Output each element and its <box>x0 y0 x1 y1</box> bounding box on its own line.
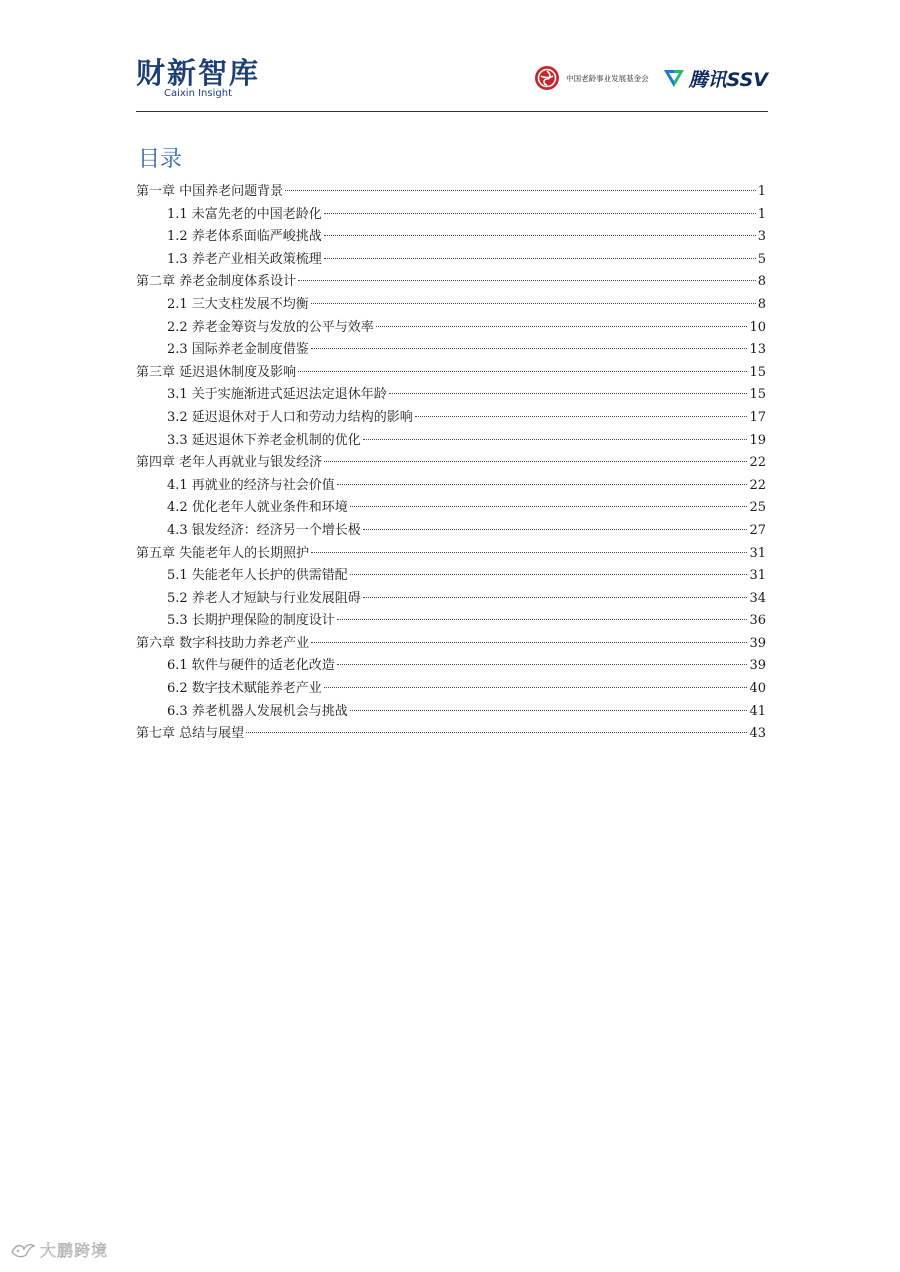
toc-entry-page: 39 <box>749 635 766 651</box>
toc-entry-page: 8 <box>757 274 766 290</box>
toc-entry-page: 31 <box>749 568 766 584</box>
toc-chapter-entry[interactable] <box>136 723 766 746</box>
toc-entry-label: 第三章 延迟退休制度及影响 <box>136 364 297 380</box>
toc-entry-label: 2.2 养老金筹资与发放的公平与效率 <box>167 319 374 335</box>
toc-section-entry[interactable] <box>136 701 766 724</box>
toc-chapter-entry[interactable] <box>136 271 766 294</box>
toc-entry-label: 5.2 养老人才短缺与行业发展阻碍 <box>167 590 361 606</box>
dot-leader <box>363 439 748 440</box>
dot-leader <box>363 529 748 530</box>
brand-subtitle: Caixin Insight <box>164 88 232 99</box>
toc-entry-page: 34 <box>749 590 766 606</box>
toc-section-entry[interactable] <box>136 294 766 317</box>
toc-entry-page: 19 <box>749 432 766 448</box>
dot-leader <box>311 303 756 304</box>
dot-leader <box>298 371 747 372</box>
toc-entry-label: 第一章 中国养老问题背景 <box>136 184 284 199</box>
toc-title: 目录 <box>138 147 183 172</box>
toc-entry-label: 2.1 三大支柱发展不均衡 <box>167 296 309 312</box>
watermark <box>10 1238 108 1261</box>
dot-leader <box>415 416 748 417</box>
foundation-name: 中国老龄事业发展基金会 <box>566 73 649 83</box>
toc-entry-label: 1.3 养老产业相关政策梳理 <box>167 251 322 267</box>
toc-entry-page: 3 <box>757 229 766 245</box>
toc-entry-label: 第六章 数字科技助力养老产业 <box>136 635 310 651</box>
tencent-ssv-icon <box>663 67 685 89</box>
toc-section-entry[interactable] <box>136 384 766 407</box>
dot-leader <box>389 393 748 394</box>
toc-section-entry[interactable] <box>136 678 766 701</box>
toc-section-entry[interactable] <box>136 655 766 678</box>
page-header <box>136 58 768 114</box>
toc-entry-label: 2.3 国际养老金制度借鉴 <box>167 342 309 358</box>
toc-entry-page: 43 <box>749 726 766 742</box>
toc-entry-label: 4.1 再就业的经济与社会价值 <box>167 477 335 493</box>
toc-entry-label: 5.1 失能老年人长护的供需错配 <box>167 568 348 584</box>
toc-entry-page: 8 <box>757 296 766 312</box>
partner-name: 腾讯SSV <box>688 68 768 91</box>
toc-entry-page: 25 <box>749 500 766 516</box>
toc-entry-page: 10 <box>749 319 766 335</box>
caixin-logo <box>136 58 260 100</box>
dot-leader <box>311 348 748 349</box>
red-seal-icon <box>534 65 560 91</box>
dot-leader <box>350 710 748 711</box>
header-rule <box>136 111 768 112</box>
toc-entry-page: 36 <box>749 613 766 629</box>
bird-logo-icon <box>10 1240 36 1260</box>
toc-entry-label: 6.3 养老机器人发展机会与挑战 <box>167 703 348 719</box>
toc-chapter-entry[interactable] <box>136 633 766 656</box>
toc-entry-label: 3.2 延迟退休对于人口和劳动力结构的影响 <box>167 409 413 425</box>
toc-entry-page: 41 <box>749 703 766 719</box>
toc-entry-page: 22 <box>749 477 766 493</box>
toc-section-entry[interactable] <box>136 249 766 272</box>
toc-entry-label: 6.1 软件与硬件的适老化改造 <box>167 658 335 674</box>
toc-section-entry[interactable] <box>136 226 766 249</box>
dot-leader <box>350 506 748 507</box>
toc-entry-label: 第二章 养老金制度体系设计 <box>136 274 297 290</box>
toc-section-entry[interactable] <box>136 317 766 340</box>
toc-entry-page: 17 <box>749 409 766 425</box>
dot-leader <box>324 258 756 259</box>
dot-leader <box>376 326 748 327</box>
dot-leader <box>337 484 748 485</box>
toc-section-entry[interactable] <box>136 430 766 453</box>
toc-entry-page: 31 <box>749 545 766 561</box>
toc-entry-page: 40 <box>749 681 766 697</box>
toc-section-entry[interactable] <box>136 339 766 362</box>
toc-entry-page: 13 <box>749 342 766 358</box>
dot-leader <box>337 664 748 665</box>
toc-section-entry[interactable] <box>136 407 766 430</box>
toc-list <box>136 181 766 746</box>
toc-chapter-entry[interactable] <box>136 362 766 385</box>
dot-leader <box>324 687 748 688</box>
toc-entry-label: 1.2 养老体系面临严峻挑战 <box>167 229 322 245</box>
partner-logos <box>534 64 768 92</box>
toc-chapter-entry[interactable] <box>136 543 766 566</box>
dot-leader <box>337 619 748 620</box>
toc-entry-label: 1.1 未富先老的中国老龄化 <box>167 206 322 222</box>
dot-leader <box>324 235 756 236</box>
toc-entry-label: 3.3 延迟退休下养老金机制的优化 <box>167 432 361 448</box>
dot-leader <box>246 732 747 733</box>
watermark-text: 大鹏跨境 <box>40 1241 109 1260</box>
toc-entry-label: 6.2 数字技术赋能养老产业 <box>167 681 322 697</box>
dot-leader <box>285 190 756 191</box>
toc-section-entry[interactable] <box>136 475 766 498</box>
toc-entry-label: 5.3 长期护理保险的制度设计 <box>167 613 335 629</box>
toc-entry-page: 22 <box>749 455 766 471</box>
dot-leader <box>324 461 747 462</box>
dot-leader <box>311 642 747 643</box>
toc-entry-page: 5 <box>757 251 766 267</box>
toc-entry-label: 第七章 总结与展望 <box>136 726 245 742</box>
dot-leader <box>298 280 756 281</box>
dot-leader <box>363 597 748 598</box>
toc-entry-page: 15 <box>749 364 766 380</box>
brand-name: 财新智库 <box>136 56 261 90</box>
toc-entry-page: 15 <box>749 387 766 403</box>
toc-entry-page: 1 <box>757 184 766 199</box>
toc-section-entry[interactable] <box>136 588 766 611</box>
toc-entry-label: 第五章 失能老年人的长期照护 <box>136 545 310 561</box>
toc-entry-label: 4.2 优化老年人就业条件和环境 <box>167 500 348 516</box>
toc-entry-label: 3.1 关于实施渐进式延迟法定退休年龄 <box>167 387 387 403</box>
toc-section-entry[interactable] <box>136 565 766 588</box>
dot-leader <box>311 552 747 553</box>
toc-entry-page: 1 <box>757 206 766 222</box>
dot-leader <box>324 213 756 214</box>
toc-entry-label: 第四章 老年人再就业与银发经济 <box>136 455 323 471</box>
toc-entry-page: 39 <box>749 658 766 674</box>
toc-section-entry[interactable] <box>136 497 766 520</box>
dot-leader <box>350 574 748 575</box>
toc-section-entry[interactable] <box>136 204 766 227</box>
toc-entry-page: 27 <box>749 522 766 538</box>
toc-chapter-entry[interactable] <box>136 181 766 204</box>
toc-section-entry[interactable] <box>136 520 766 543</box>
toc-section-entry[interactable] <box>136 610 766 633</box>
toc-entry-label: 4.3 银发经济：经济另一个增长极 <box>167 522 361 538</box>
toc-chapter-entry[interactable] <box>136 452 766 475</box>
